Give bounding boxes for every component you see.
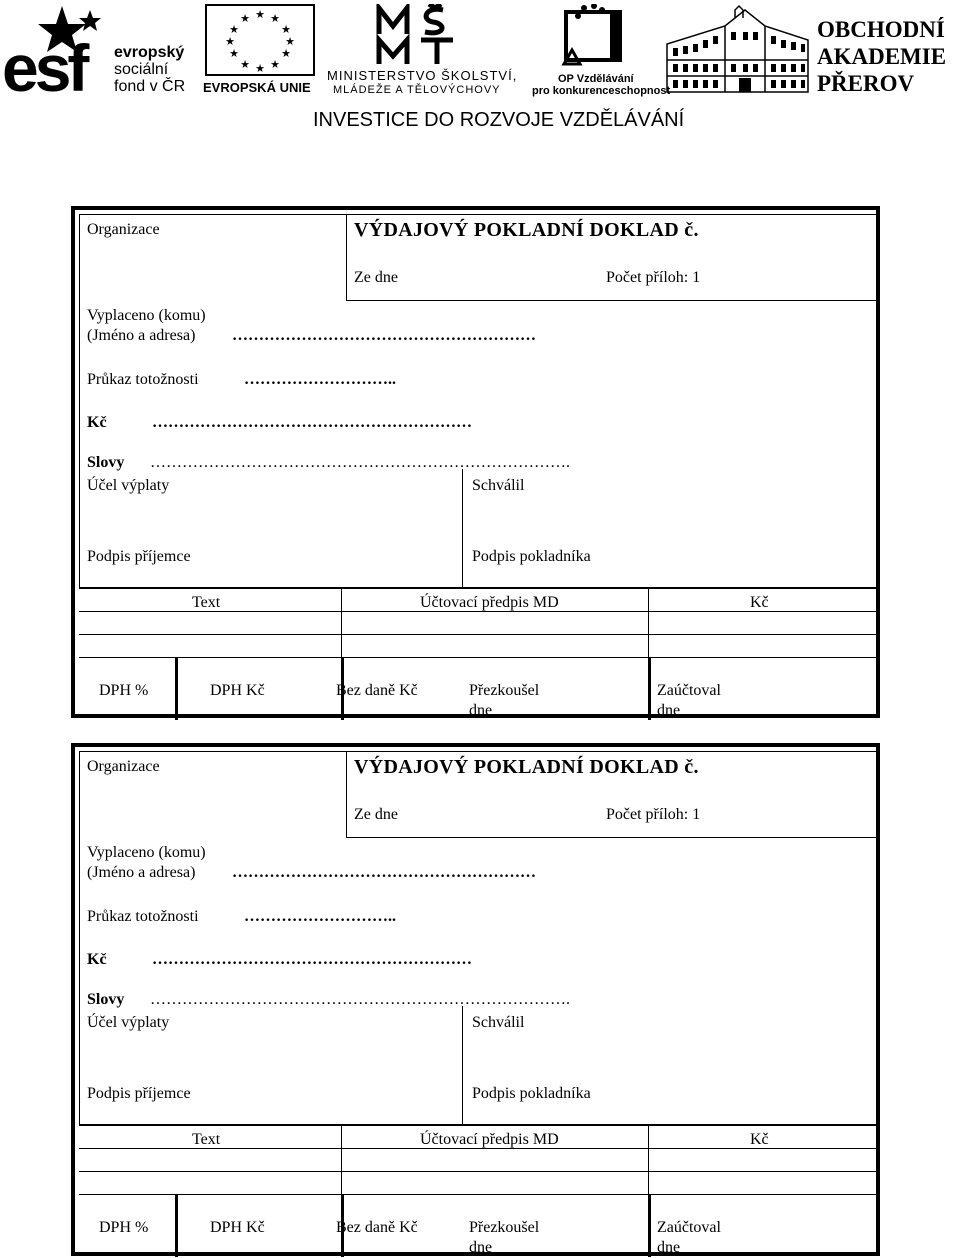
voucher-title: VÝDAJOVÝ POKLADNÍ DOKLAD č. xyxy=(354,756,699,778)
svg-text:★: ★ xyxy=(225,36,235,48)
vat-percent-label: DPH % xyxy=(99,1219,149,1236)
id-card-field[interactable]: ……………………….. xyxy=(244,371,396,388)
net-amount-label: Bez daně Kč xyxy=(336,682,418,699)
table-column-border xyxy=(341,1125,342,1194)
vat-divider xyxy=(175,657,178,720)
name-address-label: (Jméno a adresa) xyxy=(87,327,196,344)
table-row-border xyxy=(79,657,877,658)
attachments-count: Počet příloh: 1 xyxy=(606,806,701,823)
voucher-title: VÝDAJOVÝ POKLADNÍ DOKLAD č. xyxy=(354,219,699,241)
msmt-logo xyxy=(325,4,525,96)
in-words-label: Slovy xyxy=(87,991,125,1008)
paid-to-label: Vyplaceno (komu) xyxy=(87,307,206,324)
table-header-posting: Účtovací předpis MD xyxy=(420,1131,559,1148)
recipient-signature-label: Podpis příjemce xyxy=(87,1085,191,1102)
school-name-line-2: AKADEMIE xyxy=(817,44,947,69)
organization-label: Organizace xyxy=(87,221,160,238)
svg-text:★: ★ xyxy=(270,59,280,71)
checked-by-label: Přezkoušel xyxy=(469,682,540,699)
svg-text:★: ★ xyxy=(229,48,239,60)
table-column-border xyxy=(648,1125,649,1194)
table-header-text: Text xyxy=(192,594,221,611)
approved-label: Schválil xyxy=(472,477,525,494)
school-building-icon xyxy=(665,4,810,96)
table-top-border xyxy=(79,588,877,589)
paid-to-field[interactable]: ………………………………………………… xyxy=(232,864,536,881)
checked-date-label: dne xyxy=(469,1239,493,1256)
amount-label: Kč xyxy=(87,951,107,968)
vat-divider xyxy=(175,1194,178,1257)
check-divider xyxy=(648,1194,651,1257)
header-logos xyxy=(0,0,960,140)
school-name xyxy=(817,16,946,97)
school-name-line-3: PŘEROV xyxy=(817,71,915,96)
svg-text:★: ★ xyxy=(270,13,280,25)
purpose-label: Účel výplaty xyxy=(87,1014,170,1031)
op-logo-icon xyxy=(554,4,630,70)
table-column-border xyxy=(341,588,342,657)
msmt-logo-icon xyxy=(373,4,483,68)
svg-text:★: ★ xyxy=(255,9,265,21)
tagline: INVESTICE DO ROZVOJE VZDĚLÁVÁNÍ xyxy=(313,109,685,131)
table-row-border xyxy=(79,1171,877,1172)
approved-label: Schválil xyxy=(472,1014,525,1031)
table-header-text: Text xyxy=(192,1131,221,1148)
posted-by-label: Zaúčtoval xyxy=(657,682,721,699)
svg-text:★: ★ xyxy=(240,59,250,71)
cashier-signature-label: Podpis pokladníka xyxy=(472,548,591,565)
signature-divider xyxy=(462,1006,463,1126)
svg-text:★: ★ xyxy=(240,13,250,25)
check-divider xyxy=(648,657,651,720)
in-words-label: Slovy xyxy=(87,454,125,471)
voucher-main-area xyxy=(79,751,877,1125)
school-name-line-1: OBCHODNÍ xyxy=(817,17,945,42)
organization-label: Organizace xyxy=(87,758,160,775)
posted-date-label: dne xyxy=(657,702,681,719)
signature-divider xyxy=(462,469,463,589)
esf-logo xyxy=(2,4,197,105)
cashier-signature-label: Podpis pokladníka xyxy=(472,1085,591,1102)
op-line-2: pro konkurenceschopnost xyxy=(532,85,671,97)
date-label: Ze dne xyxy=(354,806,398,823)
msmt-line-1: MINISTERSTVO ŠKOLSTVÍ, xyxy=(327,68,518,83)
expense-voucher-form-2 xyxy=(71,743,880,1256)
op-line-1: OP Vzdělávání xyxy=(558,73,634,85)
esf-line-1: evropský xyxy=(114,44,185,61)
id-card-field[interactable]: ……………………….. xyxy=(244,908,396,925)
svg-text:★: ★ xyxy=(281,48,291,60)
esf-text xyxy=(114,44,185,95)
vat-percent-label: DPH % xyxy=(99,682,149,699)
table-header-amount: Kč xyxy=(750,594,769,611)
purpose-label: Účel výplaty xyxy=(87,477,170,494)
checked-date-label: dne xyxy=(469,702,493,719)
date-label: Ze dne xyxy=(354,269,398,286)
vat-amount-label: DPH Kč xyxy=(210,682,265,699)
table-row-border xyxy=(79,634,877,635)
table-column-border xyxy=(648,588,649,657)
table-row-border xyxy=(79,1194,877,1195)
svg-text:★: ★ xyxy=(281,24,291,36)
table-header-amount: Kč xyxy=(750,1131,769,1148)
attachments-count: Počet příloh: 1 xyxy=(606,269,701,286)
in-words-field[interactable]: ……………………………………………………………………. xyxy=(150,991,570,1008)
recipient-signature-label: Podpis příjemce xyxy=(87,548,191,565)
posted-date-label: dne xyxy=(657,1239,681,1256)
expense-voucher-form-1 xyxy=(71,206,880,718)
paid-to-label: Vyplaceno (komu) xyxy=(87,844,206,861)
in-words-field[interactable]: ……………………………………………………………………. xyxy=(150,454,570,471)
svg-text:★: ★ xyxy=(255,63,265,75)
op-logo xyxy=(530,4,671,97)
esf-mark-text: esf xyxy=(2,31,86,105)
paid-to-field[interactable]: ………………………………………………… xyxy=(232,327,536,344)
eu-logo xyxy=(203,4,317,96)
net-amount-label: Bez daně Kč xyxy=(336,1219,418,1236)
posted-by-label: Zaúčtoval xyxy=(657,1219,721,1236)
checked-by-label: Přezkoušel xyxy=(469,1219,540,1236)
table-top-border xyxy=(79,1125,877,1126)
id-card-label: Průkaz totožnosti xyxy=(87,908,199,925)
svg-text:★: ★ xyxy=(229,24,239,36)
amount-label: Kč xyxy=(87,414,107,431)
id-card-label: Průkaz totožnosti xyxy=(87,371,199,388)
esf-line-2: sociální xyxy=(114,61,169,78)
name-address-label: (Jméno a adresa) xyxy=(87,864,196,881)
voucher-main-area xyxy=(79,214,877,588)
amount-field[interactable]: …………………………………………………… xyxy=(152,951,472,968)
msmt-line-2: MLÁDEŽE A TĚLOVÝCHOVY xyxy=(333,84,501,96)
amount-field[interactable]: …………………………………………………… xyxy=(152,414,472,431)
esf-line-3: fond v ČR xyxy=(114,78,186,95)
svg-text:★: ★ xyxy=(285,36,295,48)
table-header-posting: Účtovací předpis MD xyxy=(420,594,559,611)
vat-amount-label: DPH Kč xyxy=(210,1219,265,1236)
eu-flag-icon xyxy=(205,4,315,76)
eu-label: EVROPSKÁ UNIE xyxy=(203,80,311,95)
